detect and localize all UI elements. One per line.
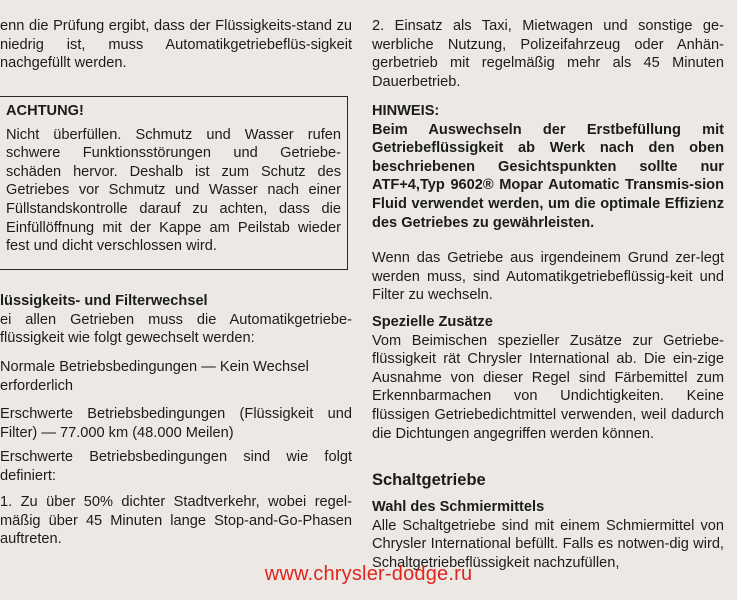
lubricant-text: Alle Schaltgetriebe sind mit einem Schmiermittel von Chrysler International befüllt. Falls es notwen-dig wird, Schaltgetriebeflüssigkeit nachzufüllen,	[372, 517, 724, 571]
normal-conditions: Normale Betriebsbedingungen — Kein Wechsel erforderlich	[0, 359, 309, 394]
additives-text: Vom Beimischen spezieller Zusätze zur Getriebe-flüssigkeit rät Chrysler International ab. Die ein-zige Ausnahme von dieser Regel sind Färbemittel zum Erkennbarmachen von Undichtigkeiten. Keine flüssigen Getriebedichtmittel verwenden, weil dadurch die Dichtungen angegriffen werden können.	[372, 332, 724, 442]
additives-title: Spezielle Zusätze	[372, 314, 493, 330]
severe-conditions: Erschwerte Betriebsbedingungen (Flüssigkeit und Filter) — 77.000 km (48.000 Meilen)	[0, 406, 352, 441]
disassembly-paragraph: Wenn das Getriebe aus irgendeinem Grund zer-legt werden muss, sind Automatikgetriebeflüssig-keit und Filter zu wechseln.	[372, 250, 724, 304]
list-item-2: 2. Einsatz als Taxi, Mietwagen und sonstige ge-werbliche Nutzung, Polizeifahrzeug oder Anhän-gerbetrieb mit regelmäßig mehr als 45 Minuten Dauerbetrieb.	[372, 18, 724, 90]
warning-title: ACHTUNG!	[6, 103, 84, 119]
warning-box	[0, 96, 348, 270]
section-intro: ei allen Getrieben muss die Automatikgetriebe-flüssigkeit wie folgt gewechselt werden:	[0, 311, 352, 347]
manual-transmission-title: Schaltgetriebe	[372, 471, 486, 489]
intro-paragraph: enn die Prüfung ergibt, dass der Flüssigkeits-stand zu niedrig ist, muss Automatikgetriebeflüs-sigkeit nachgefüllt werden.	[0, 18, 352, 72]
watermark-url: www.chrysler-dodge.ru	[264, 563, 473, 585]
section-title-fluid-filter: lüssigkeits- und Filterwechsel	[0, 293, 208, 309]
note-title: HINWEIS:	[372, 103, 440, 119]
lubricant-title: Wahl des Schmiermittels	[372, 499, 545, 515]
list-item-1: 1. Zu über 50% dichter Stadtverkehr, wobei regel-mäßig über 45 Minuten lange Stop-and-Go-Phasen auftreten.	[0, 494, 352, 548]
warning-text: Nicht überfüllen. Schmutz und Wasser rufen schwere Funktionsstörungen und Getriebe-schäden hervor. Deshalb ist zum Schutz des Getriebes vor Schmutz und Wasser nach einer Füllstandskontrolle darauf zu achten, dass die Einfüllöffnung mit der Kappe am Peilstab wieder fest und dicht verschlossen wird.	[6, 126, 341, 255]
note-text: Beim Auswechseln der Erstbefüllung mit Getriebeflüssigkeit ab Werk nach den oben beschriebenen Gesichtspunkten sollte nur ATF+4,Typ 9602® Mopar Automatic Transmis-sion Fluid verwendet werden, um die optimale Effizienz des Getriebes zu gewährleisten.	[372, 121, 724, 231]
severe-definition: Erschwerte Betriebsbedingungen sind wie folgt definiert:	[0, 449, 352, 484]
